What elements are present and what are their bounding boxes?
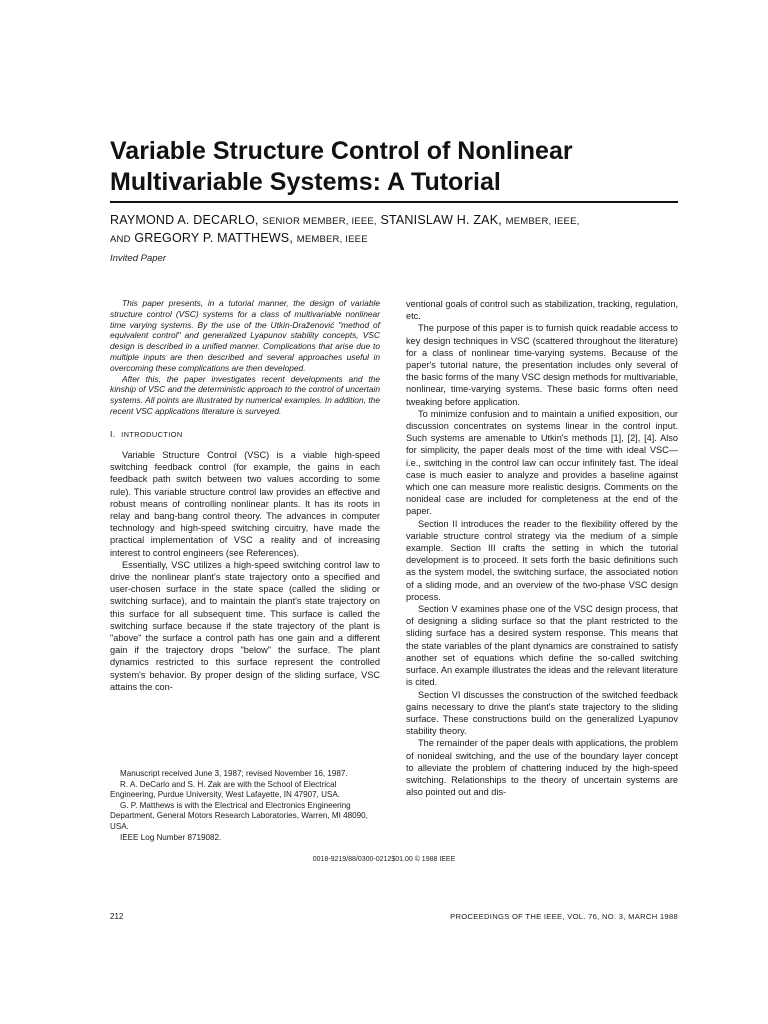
body-paragraph: Section II introduces the reader to the flexibility offered by the variable structure control strategy via the medium of a simple example. Section III crafts the setting in which the tutorial development is to proceed. It sets forth the basic definitions such as the system model, the switching surface, the associated notion of a sliding mode, and an overview of the two-phase VSC design process.: [406, 518, 678, 602]
author-3-name: GREGORY P. MATTHEWS,: [134, 231, 294, 245]
author-3-role: MEMBER, IEEE: [296, 234, 368, 245]
body-paragraph: Section V examines phase one of the VSC design process, that of designing a sliding surface so that the plant restricted to the sliding surface has a desired system response. This means that the state variables of the plant dynamics are constrained to satisfy another set of equations which define the so-called switching surface. An example illustrates the ideas and the relevant literature is cited.: [406, 604, 678, 688]
title-line-2: Multivariable Systems: A Tutorial: [110, 168, 501, 196]
author-2-name: STANISLAW H. ZAK,: [380, 213, 502, 227]
section-number: I.: [110, 428, 116, 439]
page-number: 212: [110, 912, 124, 921]
title-rule: [110, 201, 678, 203]
author-block: [110, 212, 680, 248]
journal-citation: PROCEEDINGS OF THE IEEE, VOL. 76, NO. 3, MARCH 1988: [450, 912, 678, 921]
abstract: [110, 298, 380, 417]
body-paragraph: To minimize confusion and to maintain a unified exposition, our discussion concentrates on systems linear in the control input. Such systems are amenable to Utkin's methods [1], [2], [4]. Also for simplicity, the paper deals most of the time with ideal VSC—i.e., switching in the control law can occur infinitely fast. The ideal case is much easier to analyze and provides a baseline against which one can measure more realistic designs. Comments on the nonideal case are included for completeness at the end of the paper.: [406, 408, 678, 517]
footnotes: [110, 769, 382, 843]
footnote: Manuscript received June 3, 1987; revised November 16, 1987.: [120, 769, 348, 778]
abstract-paragraph: This paper presents, in a tutorial manner, the design of variable structure control (VSC) systems for a class of multivariable nonlinear time varying systems. By the use of the Utkin-Draženović "method of equivalent control" and generalized Lyapunov stability concepts, VSC design is described in a unified manner. Complications that arise due to multiple inputs are then described and several approaches useful in overcoming these complications are then developed.: [110, 298, 380, 373]
copyright-line: 0018-9219/88/0300-0212$01.00 © 1988 IEEE: [312, 856, 456, 863]
author-1-role: SENIOR MEMBER, IEEE,: [262, 216, 377, 227]
section-heading-introduction: [110, 428, 380, 441]
body-paragraph: The purpose of this paper is to furnish quick readable access to key design techniques in VSC (scattered throughout the literature) for a class of nonlinear time-varying systems. Because of the paper's tutorial nature, the presentation includes only several of the basic forms of the many VSC design methods for multivariable, nonlinear, time-varying systems. These basic forms often need tweaking before application.: [406, 323, 678, 407]
footnote: IEEE Log Number 8719082.: [120, 832, 222, 842]
footnote: G. P. Matthews is with the Electrical and Electronics Engineering Department, General Motors Research Laboratories, Warren, MI 48090, USA.: [110, 800, 368, 831]
body-paragraph: Variable Structure Control (VSC) is a viable high-speed switching feedback control (for example, the gains in each feedback path switch between two values according to some rule). This variable structure control law provides an effective and robust means of controlling nonlinear plants. It has its roots in relay and bang-bang control theory. The advances in computer technology and high-speed switching circuitry, have made the practical implementation of VSC a reality and of increasing interest to control engineers (see References).: [110, 449, 380, 558]
left-column: [110, 298, 380, 693]
body-paragraph: The remainder of the paper deals with applications, the problem of nonideal switching, and the use of the boundary layer concept to alleviate the problem of chattering induced by the high-speed switching. Relationships to the theory of uncertain systems are also pointed out and dis-: [406, 738, 678, 798]
author-2-role: MEMBER, IEEE,: [505, 216, 580, 227]
abstract-paragraph: After this, the paper investigates recent developments and the kinship of VSC and the deterministic approach to the control of uncertain systems. All points are illustrated by numerical examples. In addition, the recent VSC applications literature is surveyed.: [110, 373, 380, 416]
author-1-name: RAYMOND A. DECARLO,: [110, 213, 259, 227]
right-column: [406, 298, 678, 798]
invited-paper-label: Invited Paper: [110, 253, 166, 264]
body-paragraph: ventional goals of control such as stabilization, tracking, regulation, etc.: [406, 299, 678, 322]
paper-title: [110, 136, 670, 198]
footnote: R. A. DeCarlo and S. H. Zak are with the School of Electrical Engineering, Purdue University, West Lafayette, IN 47907, USA.: [110, 779, 341, 800]
author-and: AND: [110, 234, 131, 245]
body-paragraph: Section VI discusses the construction of the switched feedback gains necessary to drive the plant's state trajectory to the sliding surface. These constructions build on the generalized Lyapunov stability theory.: [406, 689, 678, 737]
body-paragraph: Essentially, VSC utilizes a high-speed switching control law to drive the nonlinear plant's state trajectory onto a specified and user-chosen surface in the state space (called the sliding or switching surface), and to maintain the plant's state trajectory on this surface for all subsequent time. This surface is called the switching surface because if the state trajectory of the plant is "above" the surface a control path has one gain and a different gain if the trajectory drops "below" the surface. The plant dynamics restricted to this surface represent the controlled system's behavior. By proper design of the sliding surface, VSC attains the con-: [110, 559, 380, 692]
title-line-1: Variable Structure Control of Nonlinear: [110, 137, 573, 165]
section-title: INTRODUCTION: [121, 429, 183, 439]
